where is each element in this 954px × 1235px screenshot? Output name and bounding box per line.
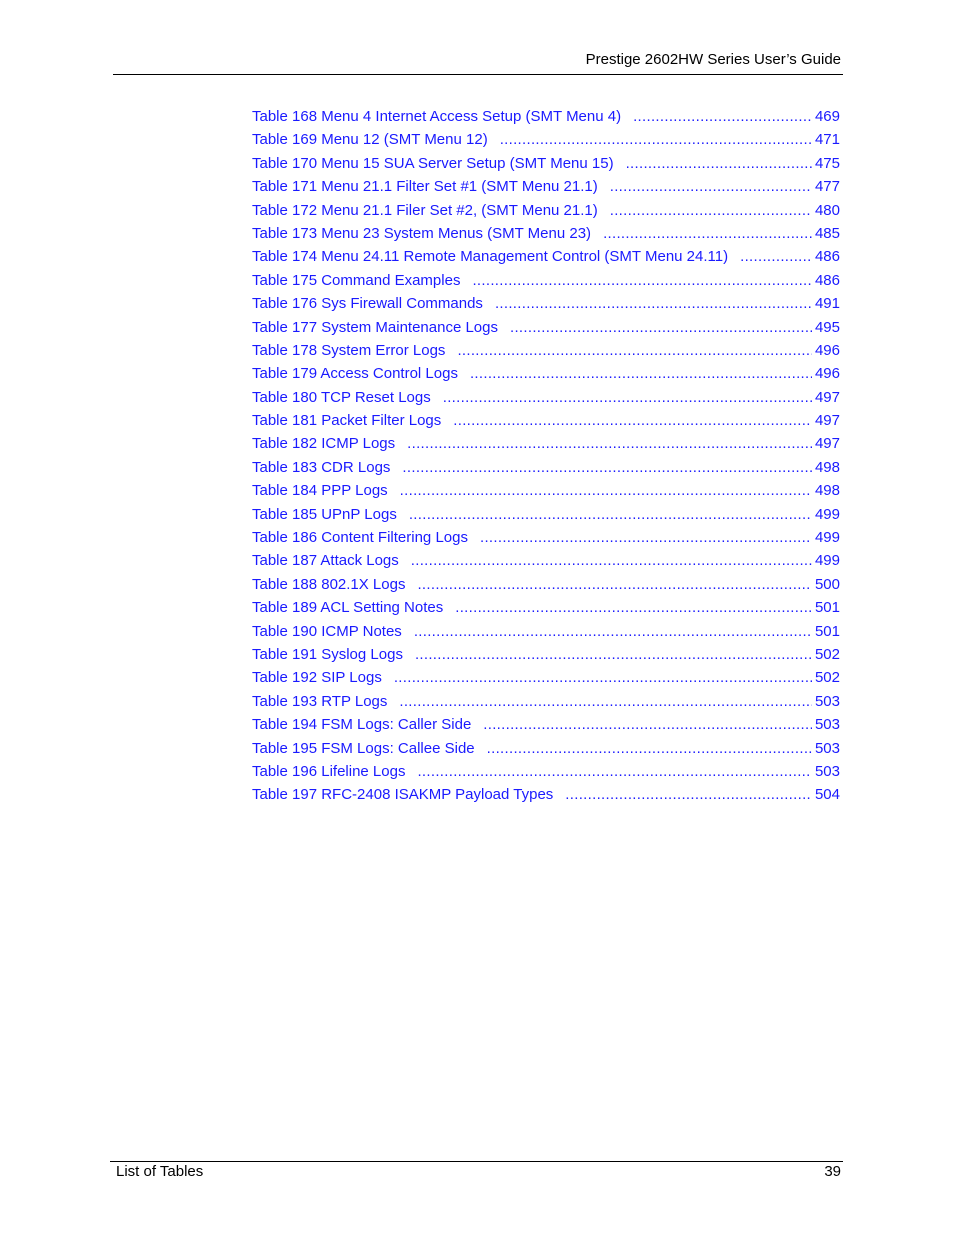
toc-entry-page: 503 bbox=[814, 692, 840, 710]
toc-entry[interactable] bbox=[252, 386, 840, 409]
toc-entry-label: Table 178 System Error Logs bbox=[252, 341, 446, 359]
toc-entry-label: Table 170 Menu 15 SUA Server Setup (SMT Menu 15) bbox=[252, 154, 614, 172]
toc-entry[interactable] bbox=[252, 222, 840, 245]
page-number: 39 bbox=[824, 1163, 841, 1180]
toc-entry-label: Table 180 TCP Reset Logs bbox=[252, 388, 431, 406]
toc-entry-label: Table 187 Attack Logs bbox=[252, 552, 399, 570]
toc-entry-label: Table 179 Access Control Logs bbox=[252, 365, 458, 383]
toc-entry-page: 485 bbox=[814, 224, 840, 242]
toc-entry-page: 469 bbox=[814, 108, 840, 125]
toc-entry-label: Table 195 FSM Logs: Callee Side bbox=[252, 739, 475, 757]
toc-entry[interactable] bbox=[252, 292, 840, 315]
toc-entry-label: Table 192 SIP Logs bbox=[252, 669, 382, 687]
toc-entry-label: Table 177 System Maintenance Logs bbox=[252, 318, 498, 336]
dot-leader bbox=[407, 432, 812, 455]
toc-entry-page: 495 bbox=[814, 318, 840, 336]
dot-leader bbox=[470, 362, 812, 385]
toc-entry-page: 477 bbox=[814, 178, 840, 196]
dot-leader bbox=[740, 245, 812, 268]
toc-entry[interactable] bbox=[252, 783, 840, 806]
toc-entry[interactable] bbox=[252, 737, 840, 760]
toc-entry[interactable] bbox=[252, 175, 840, 198]
toc-entry[interactable] bbox=[252, 713, 840, 736]
toc-entry[interactable] bbox=[252, 526, 840, 549]
toc-entry[interactable] bbox=[252, 456, 840, 479]
toc-entry[interactable] bbox=[252, 409, 840, 432]
dot-leader bbox=[483, 713, 812, 736]
dot-leader bbox=[453, 409, 812, 432]
dot-leader bbox=[443, 386, 812, 409]
dot-leader bbox=[400, 479, 812, 502]
toc-entry[interactable] bbox=[252, 643, 840, 666]
toc-entry-page: 502 bbox=[814, 645, 840, 663]
toc-entry[interactable] bbox=[252, 269, 840, 292]
toc-entry-label: Table 181 Packet Filter Logs bbox=[252, 412, 442, 430]
dot-leader bbox=[455, 596, 812, 619]
dot-leader bbox=[500, 128, 812, 151]
dot-leader bbox=[457, 339, 812, 362]
toc-entry-label: Table 197 RFC-2408 ISAKMP Payload Types bbox=[252, 786, 554, 804]
dot-leader bbox=[626, 152, 812, 175]
page-footer bbox=[110, 1161, 843, 1186]
toc-entry-page: 503 bbox=[814, 739, 840, 757]
toc-entry-page: 480 bbox=[814, 201, 840, 219]
toc-entry-page: 498 bbox=[814, 458, 840, 476]
toc-entry[interactable] bbox=[252, 760, 840, 783]
toc-entry[interactable] bbox=[252, 105, 840, 128]
toc-entry-label: Table 173 Menu 23 System Menus (SMT Menu 23) bbox=[252, 224, 592, 242]
toc-entry-label: Table 182 ICMP Logs bbox=[252, 435, 396, 453]
toc-entry-label: Table 194 FSM Logs: Caller Side bbox=[252, 716, 472, 734]
toc-entry-label: Table 174 Menu 24.11 Remote Management Control (SMT Menu 24.11) bbox=[252, 248, 729, 266]
toc-entry-label: Table 185 UPnP Logs bbox=[252, 505, 397, 523]
toc-entry-page: 471 bbox=[814, 131, 840, 149]
toc-entry[interactable] bbox=[252, 245, 840, 268]
toc-entry-page: 499 bbox=[814, 529, 840, 547]
toc-entry-page: 491 bbox=[814, 295, 840, 313]
toc-entry[interactable] bbox=[252, 596, 840, 619]
toc-entry-label: Table 189 ACL Setting Notes bbox=[252, 599, 444, 617]
toc-entry-label: Table 183 CDR Logs bbox=[252, 458, 391, 476]
toc-entry[interactable] bbox=[252, 573, 840, 596]
toc-entry-page: 486 bbox=[814, 248, 840, 266]
dot-leader bbox=[495, 292, 812, 315]
dot-leader bbox=[402, 456, 812, 479]
toc-entry-label: Table 186 Content Filtering Logs bbox=[252, 529, 468, 547]
toc-entry-page: 501 bbox=[814, 622, 840, 640]
toc-entry-page: 475 bbox=[814, 154, 840, 172]
footer-section-title: List of Tables bbox=[116, 1163, 204, 1180]
toc-entry[interactable] bbox=[252, 666, 840, 689]
dot-leader bbox=[409, 503, 812, 526]
dot-leader bbox=[610, 199, 812, 222]
dot-leader bbox=[417, 760, 812, 783]
toc-entry-page: 496 bbox=[814, 341, 840, 359]
toc-entry[interactable] bbox=[252, 199, 840, 222]
toc-entry-label: Table 176 Sys Firewall Commands bbox=[252, 295, 483, 313]
dot-leader bbox=[417, 573, 812, 596]
toc-entry-page: 504 bbox=[814, 786, 840, 804]
toc-entry-label: Table 196 Lifeline Logs bbox=[252, 762, 406, 780]
page-header bbox=[113, 50, 843, 75]
dot-leader bbox=[414, 620, 812, 643]
dot-leader bbox=[480, 526, 812, 549]
toc-entry-page: 503 bbox=[814, 716, 840, 734]
toc-entry[interactable] bbox=[252, 128, 840, 151]
toc-entry[interactable] bbox=[252, 362, 840, 385]
toc-entry-label: Table 184 PPP Logs bbox=[252, 482, 388, 500]
toc-entry-page: 497 bbox=[814, 388, 840, 406]
dot-leader bbox=[610, 175, 812, 198]
toc-entry-label: Table 171 Menu 21.1 Filter Set #1 (SMT Menu 21.1) bbox=[252, 178, 598, 196]
dot-leader bbox=[487, 737, 812, 760]
toc-entry[interactable] bbox=[252, 620, 840, 643]
toc-entry-page: 502 bbox=[814, 669, 840, 687]
toc-entry[interactable] bbox=[252, 152, 840, 175]
toc-entry[interactable] bbox=[252, 432, 840, 455]
toc-entry[interactable] bbox=[252, 549, 840, 572]
toc-entry-label: Table 188 802.1X Logs bbox=[252, 575, 406, 593]
dot-leader bbox=[510, 316, 812, 339]
dot-leader bbox=[394, 666, 812, 689]
dot-leader bbox=[472, 269, 812, 292]
toc-entry[interactable] bbox=[252, 503, 840, 526]
toc-entry-page: 497 bbox=[814, 435, 840, 453]
toc-entry-label: Table 168 Menu 4 Internet Access Setup (SMT Menu 4) bbox=[252, 108, 622, 125]
toc-entry-page: 501 bbox=[814, 599, 840, 617]
toc-entry[interactable] bbox=[252, 479, 840, 502]
toc-entry-page: 500 bbox=[814, 575, 840, 593]
toc-entry-label: Table 190 ICMP Notes bbox=[252, 622, 402, 640]
toc-entry-page: 498 bbox=[814, 482, 840, 500]
dot-leader bbox=[411, 549, 812, 572]
list-of-tables bbox=[252, 105, 840, 807]
toc-entry-label: Table 172 Menu 21.1 Filer Set #2, (SMT Menu 21.1) bbox=[252, 201, 598, 219]
dot-leader bbox=[603, 222, 812, 245]
toc-entry-page: 496 bbox=[814, 365, 840, 383]
dot-leader bbox=[565, 783, 812, 806]
toc-entry-label: Table 175 Command Examples bbox=[252, 271, 461, 289]
toc-entry-label: Table 193 RTP Logs bbox=[252, 692, 388, 710]
toc-entry[interactable] bbox=[252, 339, 840, 362]
toc-entry-label: Table 169 Menu 12 (SMT Menu 12) bbox=[252, 131, 488, 149]
toc-entry-page: 503 bbox=[814, 762, 840, 780]
dot-leader bbox=[399, 690, 812, 713]
toc-entry-page: 497 bbox=[814, 412, 840, 430]
dot-leader bbox=[633, 105, 812, 128]
dot-leader bbox=[415, 643, 812, 666]
toc-entry-page: 486 bbox=[814, 271, 840, 289]
toc-entry-page: 499 bbox=[814, 552, 840, 570]
toc-entry[interactable] bbox=[252, 690, 840, 713]
toc-entry-page: 499 bbox=[814, 505, 840, 523]
toc-entry-label: Table 191 Syslog Logs bbox=[252, 645, 403, 663]
toc-entry[interactable] bbox=[252, 316, 840, 339]
document-title: Prestige 2602HW Series User’s Guide bbox=[585, 51, 841, 68]
